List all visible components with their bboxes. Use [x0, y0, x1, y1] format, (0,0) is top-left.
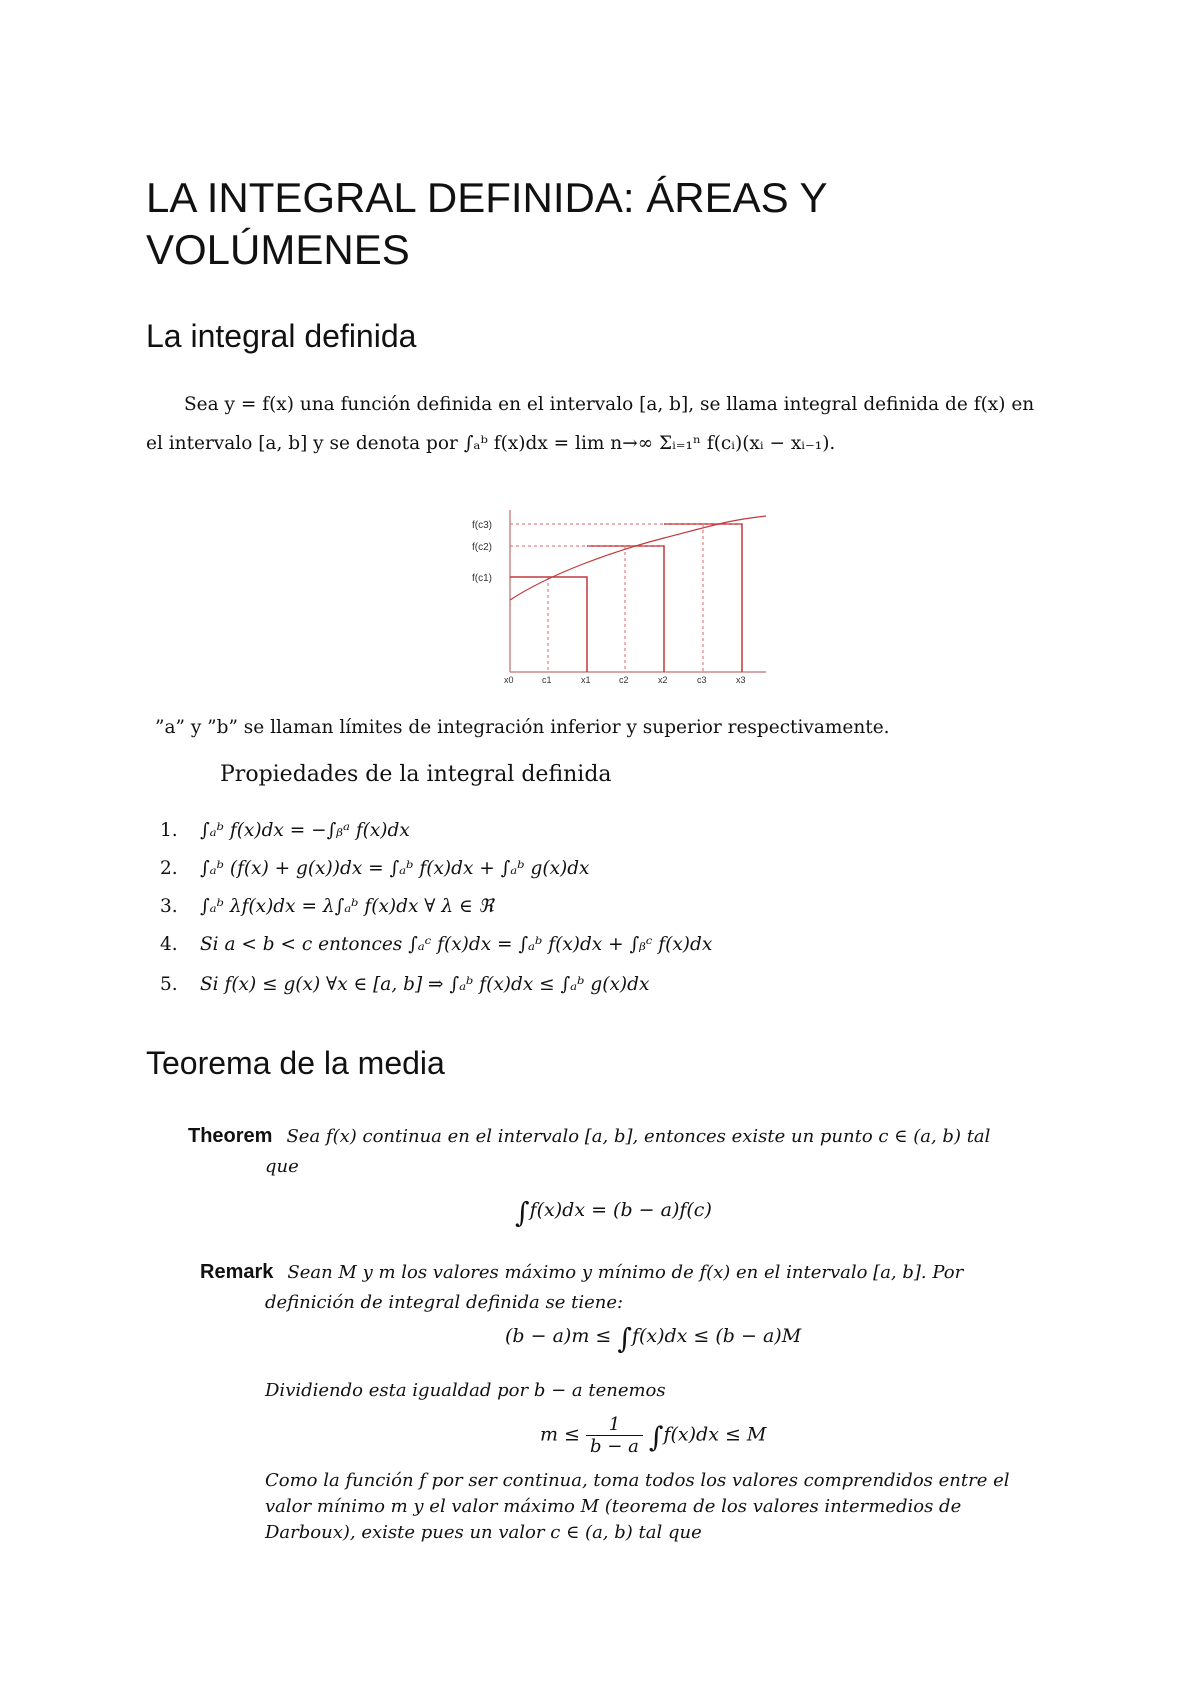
remark-equation-1: [505, 1322, 801, 1355]
function-curve: [510, 516, 766, 600]
label-c1: c1: [542, 675, 552, 684]
property-formula: Si a < b < c entonces ∫ₐᶜ f(x)dx = ∫ₐᵇ f(x)dx + ∫ᵦᶜ f(x)dx: [200, 934, 713, 955]
riemann-sum-figure: [470, 502, 780, 684]
integral-sign-icon: ∫: [648, 1420, 664, 1454]
integral-sign-icon: ∫: [515, 1196, 530, 1229]
remark-eq1-right: f(x)dx ≤ (b − a)M: [631, 1325, 802, 1347]
property-item: [160, 858, 590, 879]
property-item: [160, 974, 649, 995]
properties-heading: Propiedades de la integral definida: [220, 762, 612, 787]
remark-label: Remark: [200, 1261, 274, 1283]
label-c2: c2: [619, 675, 629, 684]
property-item: [160, 896, 494, 917]
theorem-equation: [515, 1196, 712, 1229]
remark-text-line-1: Sean M y m los valores máximo y mínimo de f(x) en el intervalo [a, b]. Por: [287, 1262, 964, 1283]
remark-text-line-2: definición de integral definida se tiene:: [265, 1292, 624, 1313]
property-item: [160, 820, 410, 841]
intro-line-1: Sea y = f(x) una función definida en el intervalo [a, b], se llama integral definida de f(x) en: [184, 394, 1035, 415]
remark-block: [200, 1260, 963, 1286]
label-c3: c3: [697, 675, 707, 684]
remark-eq2-right: f(x)dx ≤ M: [663, 1423, 767, 1446]
property-formula: ∫ₐᵇ λf(x)dx = λ∫ₐᵇ f(x)dx ∀ λ ∈ ℜ: [200, 896, 494, 917]
remark-equation-2: [540, 1414, 766, 1457]
theorem-text-line-1: Sea f(x) continua en el intervalo [a, b], entonces existe un punto c ∈ (a, b) tal: [286, 1126, 991, 1147]
property-formula: Si f(x) ≤ g(x) ∀x ∈ [a, b] ⇒ ∫ₐᵇ f(x)dx ≤ ∫ₐᵇ g(x)dx: [200, 974, 650, 995]
closing-line-2: valor mínimo m y el valor máximo M (teorema de los valores intermedios de: [265, 1496, 962, 1517]
property-formula: ∫ₐᵇ (f(x) + g(x))dx = ∫ₐᵇ f(x)dx + ∫ₐᵇ g(x)dx: [200, 858, 590, 879]
fraction: [586, 1414, 643, 1457]
theorem-text-line-2: que: [265, 1156, 299, 1177]
dividing-text: Dividiendo esta igualdad por b − a tenemos: [265, 1380, 666, 1401]
closing-line-3: Darboux), existe pues un valor c ∈ (a, b) tal que: [265, 1522, 702, 1543]
fraction-denominator: b − a: [590, 1436, 639, 1457]
theorem-label: Theorem: [188, 1125, 273, 1147]
integral-sign-icon: ∫: [617, 1322, 632, 1355]
property-number: 4.: [160, 934, 178, 955]
closing-line-1: Como la función f por ser continua, toma todos los valores comprendidos entre el: [265, 1470, 1010, 1491]
label-x1: x1: [581, 675, 591, 684]
property-formula: ∫ₐᵇ f(x)dx = −∫ᵦᵃ f(x)dx: [200, 820, 410, 841]
remark-eq1-left: (b − a)m ≤: [505, 1325, 612, 1347]
intro-line-2: el intervalo [a, b] y se denota por ∫ₐᵇ f(x)dx = lim n→∞ Σᵢ₌₁ⁿ f(cᵢ)(xᵢ − xᵢ₋₁).: [146, 433, 836, 454]
theorem-block: [188, 1124, 990, 1150]
label-fc1: f(c1): [472, 573, 492, 584]
limits-text: ”a” y ”b” se llaman límites de integración inferior y superior respectivamente.: [155, 717, 890, 738]
document-title: LA INTEGRAL DEFINIDA: ÁREAS Y VOLÚMENES: [146, 174, 827, 273]
property-number: 2.: [160, 858, 178, 879]
property-number: 1.: [160, 820, 178, 841]
remark-eq2-left: m ≤: [540, 1423, 580, 1446]
property-item: [160, 934, 712, 955]
fraction-numerator: 1: [586, 1414, 643, 1436]
label-fc3: f(c3): [472, 520, 492, 531]
property-number: 5.: [160, 974, 178, 995]
property-number: 3.: [160, 896, 178, 917]
section-heading-teorema-media: Teorema de la media: [146, 1045, 445, 1081]
label-x2: x2: [658, 675, 668, 684]
label-x0: x0: [504, 675, 514, 684]
label-x3: x3: [736, 675, 746, 684]
label-fc2: f(c2): [472, 542, 492, 553]
section-heading-integral-definida: La integral definida: [146, 318, 417, 354]
theorem-equation-body: f(x)dx = (b − a)f(c): [529, 1199, 712, 1221]
